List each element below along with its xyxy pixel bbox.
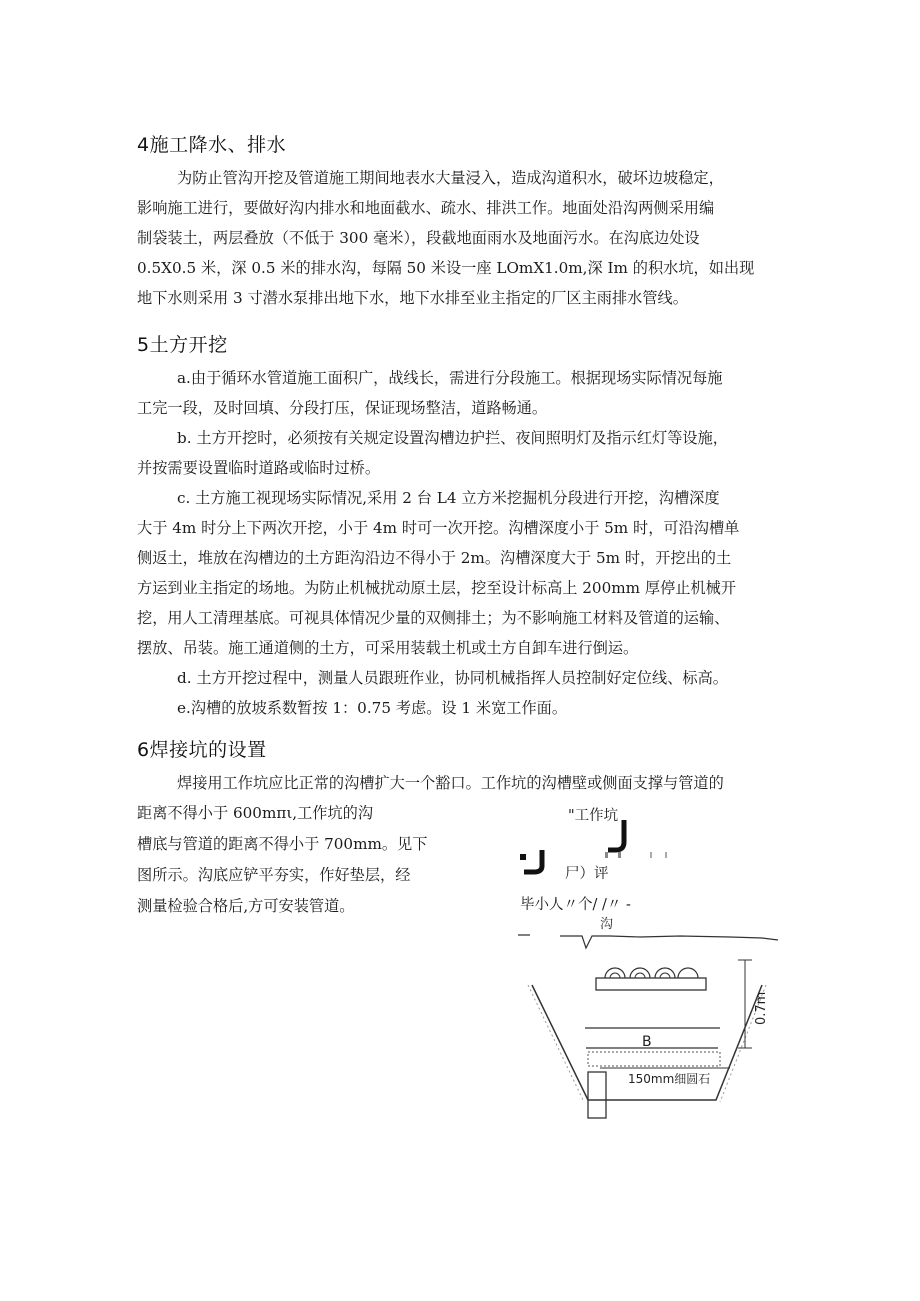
stroke-mark <box>605 852 608 858</box>
upper-bedding <box>596 978 706 990</box>
text-line: 并按需要设置临时道路或临时过桥。 <box>137 459 380 477</box>
figure-fragment: 尸）评 <box>565 866 609 882</box>
text-line: 制袋装土，两层叠放（不低于 300 毫米），段截地面雨水及地面污水。在沟底边处设 <box>137 229 700 247</box>
text-line: 影响施工进行，要做好沟内排水和地面截水、疏水、排洪工作。地面处沿沟两侧采用编 <box>137 199 715 217</box>
hook-mark <box>524 850 542 872</box>
text-line: 为防止管沟开挖及管道施工期间地表水大量浸入，造成沟道积水，破坏边坡稳定， <box>177 169 724 187</box>
figure-fragment: "工作坑 <box>568 808 619 824</box>
stroke-mark <box>618 852 621 858</box>
text-line: 槽底与管道的距离不得小于 700mm。见下 <box>137 835 428 853</box>
pipe-outline <box>605 968 698 978</box>
ground-line <box>518 935 778 948</box>
text-line: c. 土方施工视现场实际情况,采用 2 台 L4 立方米挖掘机分段进行开挖，沟槽深度 <box>177 489 720 507</box>
text-line: 摆放、吊装。施工通道侧的土方，可采用装载土机或土方自卸车进行倒运。 <box>137 639 639 657</box>
dimension-label: 0.7m <box>754 991 769 1025</box>
section-4-body <box>137 163 797 313</box>
text-line: a.由于循环水管道施工面积广，战线长，需进行分段施工。根据现场实际情况每施 <box>177 369 723 387</box>
text-line: 测量检验合格后,方可安装管道。 <box>137 897 355 915</box>
text-line: 地下水则采用 3 寸潜水泵排出地下水，地下水排至业主指定的厂区主雨排水管线。 <box>137 289 688 307</box>
width-label: B <box>642 1034 652 1050</box>
dot-mark <box>520 854 526 860</box>
text-line: 焊接用工作坑应比正常的沟槽扩大一个豁口。工作坑的沟槽壁或侧面支撑与管道的 <box>177 774 724 792</box>
text-line: 0.5X0.5 米，深 0.5 米的排水沟，每隔 50 米设一座 LOmX1.0m,深 Im 的积水坑，如出现 <box>137 259 755 277</box>
hook-mark <box>608 820 624 850</box>
section-6-body <box>137 798 457 922</box>
section-4-heading: 4施工降水、排水 <box>137 134 287 156</box>
pipe-inner <box>610 973 670 978</box>
section-6-heading: 6焊接坑的设置 <box>137 739 267 761</box>
support-pier <box>588 1072 606 1118</box>
trench-label: 沟 <box>600 917 614 932</box>
text-line: 距离不得小于 600mπι,工作坑的沟 <box>137 804 374 822</box>
text-line: e.沟槽的放坡系数暂按 1：0.75 考虑。设 1 米宽工作面。 <box>177 699 568 717</box>
trench-figure <box>500 800 800 1120</box>
stroke-mark <box>665 852 667 858</box>
text-line: d. 土方开挖过程中，测量人员跟班作业，协同机械指挥人员控制好定位线、标高。 <box>177 669 728 687</box>
text-line: 侧返土，堆放在沟槽边的土方距沟沿边不得小于 2m。沟槽深度大于 5m 时，开挖出的土 <box>137 549 732 567</box>
section-6-intro <box>137 768 797 798</box>
text-line: 挖，用人工清理基底。可视具体情况少量的双侧排土；为不影响施工材料及管道的运输、 <box>137 609 730 627</box>
text-line: 工完一段，及时回填、分段打压，保证现场整洁，道路畅通。 <box>137 399 548 417</box>
text-line: b. 土方开挖时，必须按有关规定设置沟槽边护拦、夜间照明灯及指示红灯等设施， <box>177 429 728 447</box>
bedding-layer <box>588 1052 720 1066</box>
stroke-mark <box>650 852 652 858</box>
text-line: 图所示。沟底应铲平夯实，作好垫层，经 <box>137 866 411 884</box>
section-5-body <box>137 363 797 723</box>
text-line: 大于 4m 时分上下两次开挖，小于 4m 时可一次开挖。沟槽深度小于 5m 时，可沿沟槽单 <box>137 519 740 537</box>
bedding-label: 150mm细圆石 <box>628 1072 711 1086</box>
figure-fragment: 毕小人〃个/ /〃 - <box>520 897 631 913</box>
section-5-heading: 5土方开挖 <box>137 334 228 356</box>
text-line: 方运到业主指定的场地。为防止机械扰动原土层，挖至设计标高上 200mm 厚停止机械开 <box>137 579 737 597</box>
